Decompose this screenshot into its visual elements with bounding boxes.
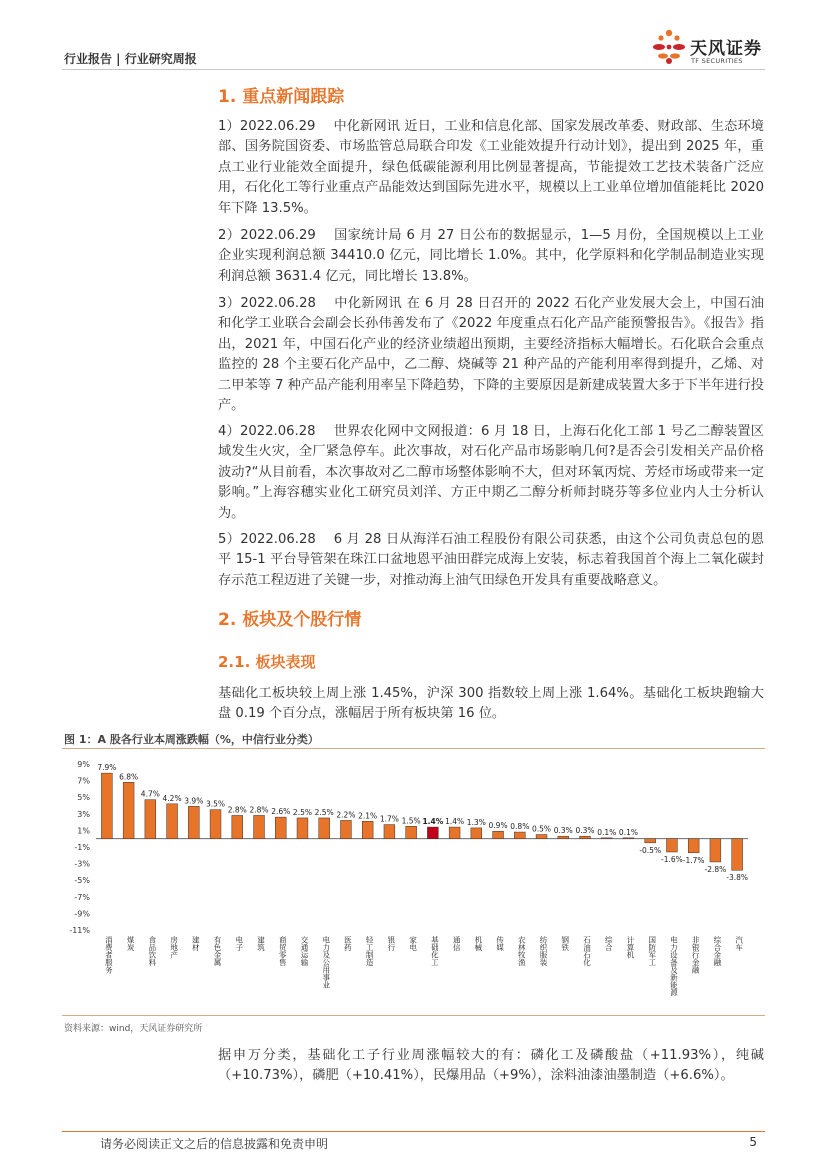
sub-industry-summary: 据申万分类，基础化工子行业周涨幅较大的有：磷化工及磷酸盐（+11.93%），纯碱（+10.73%），磷肥（+10.41%），民爆用品（+9%），涂料油漆油墨制造（+6.6%）。: [218, 1048, 764, 1084]
bar: [710, 839, 721, 862]
data-label: -1.6%: [661, 854, 683, 864]
bar: [319, 818, 330, 839]
data-label: 4.2%: [162, 793, 182, 803]
data-label: 2.6%: [271, 807, 291, 817]
y-tick-label: 5%: [77, 793, 90, 803]
bar: [210, 810, 221, 839]
data-label: 2.5%: [314, 807, 334, 817]
data-label: 1.4%: [445, 817, 465, 827]
bar: [188, 806, 199, 838]
industry-return-bar-chart: [62, 752, 766, 1010]
x-tick-label: 轻工制造: [365, 936, 375, 966]
bar: [732, 839, 743, 871]
x-tick-label: 计算机: [625, 936, 635, 959]
bar: [558, 836, 569, 838]
data-label: 0.5%: [532, 824, 552, 834]
data-label: 2.8%: [249, 805, 269, 815]
bar: [232, 815, 243, 838]
news-item-3: [218, 294, 764, 416]
x-tick-label: 钢铁: [560, 936, 570, 951]
bar: [297, 818, 308, 839]
data-label: 1.7%: [379, 814, 399, 824]
x-tick-label: 基础化工: [430, 936, 440, 966]
x-tick-label: 煤炭: [126, 936, 136, 951]
data-label: -0.5%: [639, 845, 662, 855]
y-tick-label: 3%: [77, 809, 90, 819]
bar: [362, 821, 373, 838]
x-tick-label: 通信: [452, 936, 462, 951]
header-divider: [62, 69, 765, 70]
x-tick-label: 国防军工: [647, 936, 657, 966]
x-tick-label: 石油石化: [582, 936, 592, 966]
x-tick-label: 建筑: [256, 936, 266, 951]
data-label: 3.9%: [184, 796, 204, 806]
bar: [471, 828, 482, 839]
footer-disclaimer: 请务必阅读正文之后的信息披露和免责申明: [100, 1137, 329, 1151]
bar: [101, 773, 112, 839]
data-label: 2.5%: [292, 807, 312, 817]
brand-name: 天风证券: [690, 39, 762, 59]
data-label: -1.7%: [682, 855, 705, 865]
data-label: 3.5%: [206, 799, 226, 809]
news-date: 1）2022.06.29: [218, 119, 316, 134]
data-label: 2.8%: [227, 805, 247, 815]
x-tick-label: 交通运输: [299, 936, 309, 966]
section-2-title: 2. 板块及个股行情: [218, 610, 362, 630]
bar: [123, 782, 134, 838]
news-item-4: [218, 422, 764, 524]
x-tick-label: 电力及公用事业: [321, 936, 331, 989]
bar: [536, 835, 547, 839]
bar: [167, 804, 178, 839]
bar: [384, 825, 395, 839]
news-item-5: [218, 530, 764, 591]
news-text: 6 月 28 日从海洋石油工程股份有限公司获悉，由这个公司负责总包的恩平 15-1 平台导管架在珠江口盆地恩平油田群完成海上安装，标志着我国首个海上二氧化碳封存示范工程迈进了关键一步，对推动海上油气田绿色开发具有重要战略意义。: [218, 532, 764, 588]
x-tick-label: 纺织服装: [539, 936, 549, 966]
bar: [580, 836, 591, 838]
page-number: 5: [749, 1135, 757, 1149]
news-date: 2）2022.06.29: [218, 228, 316, 243]
x-tick-label: 农林牧渔: [517, 936, 527, 966]
footer-divider: [62, 1131, 765, 1132]
news-item-1: [218, 117, 764, 219]
news-date: 3）2022.06.28: [218, 296, 316, 311]
news-item-2: [218, 226, 764, 287]
x-tick-label: 机械: [473, 936, 483, 951]
x-tick-label: 医药: [343, 936, 353, 951]
x-tick-label: 传媒: [495, 936, 505, 951]
bar: [688, 839, 699, 853]
x-tick-label: 家电: [408, 936, 418, 951]
bar: [341, 820, 352, 838]
data-label: 0.9%: [488, 821, 508, 831]
x-tick-label: 房地产: [169, 936, 179, 959]
bar: [667, 839, 678, 852]
brand-logo-mark-icon: [652, 28, 686, 70]
y-tick-label: -5%: [74, 876, 90, 886]
x-tick-label: 消费者服务: [104, 936, 114, 974]
section-2-intro: 基础化工板块较上周上涨 1.45%，沪深 300 指数较上周上涨 1.64%。基础化工板块跑输大盘 0.19 个百分点，涨幅居于所有板块第 16 位。: [218, 686, 764, 722]
y-tick-label: 9%: [77, 760, 90, 769]
section-1-title: 1. 重点新闻跟踪: [218, 87, 345, 107]
bar: [514, 832, 525, 839]
figure-top-rule: [62, 748, 765, 749]
x-tick-label: 综合金融: [712, 936, 722, 966]
x-tick-label: 电子: [234, 936, 244, 951]
figure-bottom-rule: [62, 1015, 765, 1016]
x-tick-label: 食品饮料: [147, 936, 157, 966]
bar: [601, 838, 612, 839]
section-2-1-title: 2.1. 板块表现: [218, 653, 316, 671]
bar: [406, 826, 417, 838]
x-tick-label: 建材: [191, 936, 201, 951]
data-label: 0.1%: [618, 827, 638, 837]
data-label: 1.3%: [466, 817, 486, 827]
data-label: 0.8%: [510, 822, 530, 832]
bar: [145, 800, 156, 839]
bar: [645, 839, 656, 843]
x-tick-label: 非银行金融: [691, 936, 701, 974]
data-label: -2.8%: [704, 864, 727, 874]
news-text: 中化新网讯 在 6 月 28 日召开的 2022 石化产业发展大会上，中国石油和化学工业联合会副会长孙伟善发布了《2022 年度重点石化产品产能预警报告》。《报告》指出，2021 年，中国石化产业的经济业绩超出预期，主要经济指标大幅增长。石化联合会重点监控的 28 个主要石化产品中，乙二醇、烧碱等 21 种产品的产能利用率得到提升，乙烯、对二甲苯等 7 种产品产能利用率呈下降趋势，下降的主要原因是新建成装置大多于下半年进行投产。: [218, 296, 764, 414]
bar: [275, 817, 286, 839]
figure-source: 资料来源：wind，天风证券研究所: [64, 1024, 203, 1034]
x-tick-label: 有色金属: [213, 936, 223, 966]
news-text: 国家统计局 6 月 27 日公布的数据显示，1—5 月份，全国规模以上工业企业实现利润总额 34410.0 亿元，同比增长 1.0%。其中，化学原料和化学制品制造业实现利润总额 3631.4 亿元，同比增长 13.8%。: [218, 228, 764, 284]
data-label: 4.7%: [140, 789, 160, 799]
bar: [254, 815, 265, 838]
data-label: 0.1%: [597, 827, 617, 837]
news-text: 世界农化网中文网报道：6 月 18 日，上海石化化工部 1 号乙二醇装置区域发生火灾，全厂紧急停车。此次事故，对石化产品市场影响几何?是否会引发相关产品价格波动?“从目前看，本次事故对乙二醇市场整体影响不大，但对环氧丙烷、芳烃市场或带来一定影响。”上海容穗实业化工研究员刘洋、方正中期乙二醇分析师封晓芬等多位业内人士分析认为。: [218, 424, 764, 521]
x-tick-label: 电力设备及新能源: [669, 936, 679, 996]
x-tick-label: 综合: [604, 936, 614, 951]
data-label: 7.9%: [97, 763, 117, 773]
news-text: 中化新网讯 近日，工业和信息化部、国家发展改革委、财政部、生态环境部、国务院国资委、市场监管总局联合印发《工业能效提升行动计划》，提出到 2025 年，重点工业行业能效全面提升，绿色低碳能源利用比例显著提高，节能提效工艺技术装备广泛应用，石化化工等行业重点产品能效达到国际先进水平，规模以上工业单位增加值能耗比 2020 年下降 13.5%。: [218, 119, 764, 216]
bar: [493, 831, 504, 838]
news-date: 5）2022.06.28: [218, 532, 316, 547]
data-label: 1.4%: [422, 817, 444, 827]
data-label: 2.2%: [336, 810, 356, 820]
figure-title: 图 1：A 股各行业本周涨跌幅（%，中信行业分类）: [64, 733, 319, 746]
data-label: 1.5%: [401, 816, 421, 826]
data-label: -3.8%: [726, 873, 749, 883]
report-type-label: 行业报告 | 行业研究周报: [64, 52, 197, 66]
y-tick-label: -3%: [74, 859, 90, 869]
y-tick-label: -11%: [69, 926, 90, 935]
data-label: 0.3%: [553, 826, 573, 836]
bar: [427, 827, 438, 839]
brand-logo: [652, 28, 772, 70]
data-label: 2.1%: [358, 811, 378, 821]
y-tick-label: 1%: [77, 826, 90, 836]
bar: [449, 827, 460, 839]
data-label: 0.3%: [575, 826, 595, 836]
bar: [623, 838, 634, 839]
x-tick-label: 商贸零售: [278, 936, 288, 966]
news-date: 4）2022.06.28: [218, 424, 316, 439]
data-label: 6.8%: [119, 772, 139, 782]
y-tick-label: 7%: [77, 776, 90, 786]
x-tick-label: 汽车: [734, 936, 744, 951]
y-tick-label: -7%: [74, 892, 90, 902]
y-tick-label: -9%: [74, 909, 90, 919]
y-tick-label: -1%: [74, 843, 90, 852]
x-tick-label: 银行: [386, 936, 396, 951]
brand-subtitle: TF SECURITIES: [691, 57, 743, 65]
